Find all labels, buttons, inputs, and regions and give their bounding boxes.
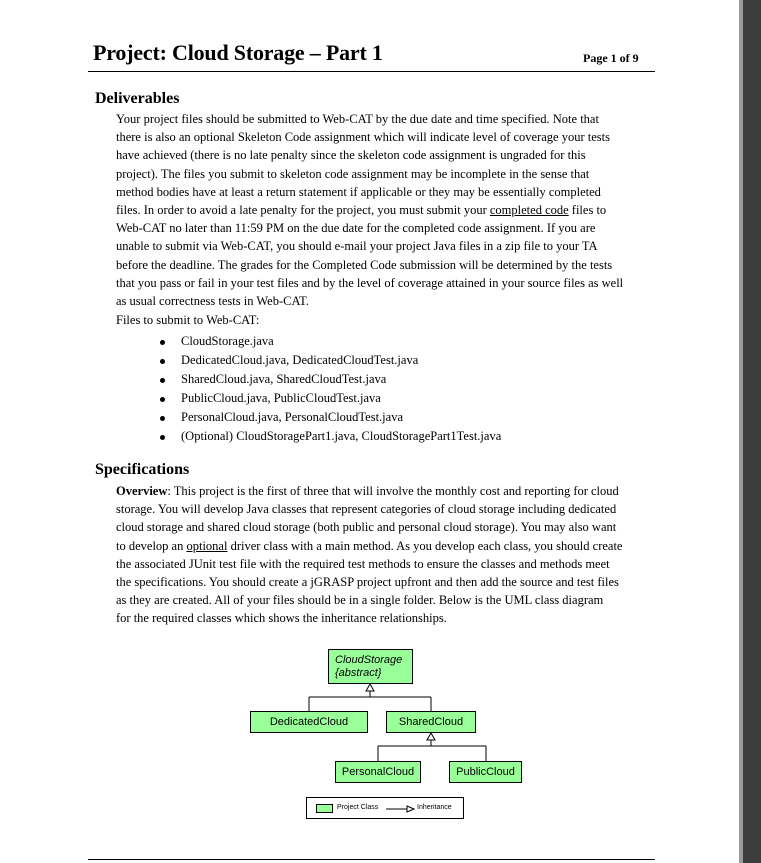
paragraph-line: have achieved (there is no late penalty since the skeleton code assignment is ungraded for this	[116, 148, 586, 163]
paragraph-line: before the deadline. The grades for the Completed Code submission will be determined by the tests	[116, 257, 613, 272]
paragraph-line	[116, 201, 656, 219]
legend-inheritance: Inheritance	[417, 804, 452, 811]
paragraph-line: unable to submit via Web-CAT, you should e-mail your project Java files in a zip file to your TA	[116, 239, 598, 254]
line-text: files to	[568, 203, 607, 218]
list-item: DedicatedCloud.java, DedicatedCloudTest.java	[160, 351, 501, 370]
class-stereotype: {abstract}	[335, 666, 382, 679]
list-item: (Optional) CloudStoragePart1.java, CloudStoragePart1Test.java	[160, 427, 501, 446]
class-name: SharedCloud	[398, 716, 464, 728]
list-item: PersonalCloud.java, PersonalCloudTest.java	[160, 408, 501, 427]
paragraph-line: project). The files you submit to skeleton code assignment may be incomplete in the sense that	[116, 166, 590, 181]
paragraph-line	[116, 482, 656, 500]
inheritance-arrowhead	[366, 684, 374, 691]
page-indicator: Page 1 of 9	[583, 51, 639, 65]
overview-label: Overview	[116, 484, 168, 498]
uml-class-cloudstorage	[328, 649, 413, 684]
specifications-paragraph	[116, 482, 656, 628]
paragraph-line: that you pass or fail in your test files and by the level of coverage attained in your source files as well	[116, 275, 624, 290]
uml-class-personalcloud	[335, 761, 421, 783]
line-text: files. In order to avoid a late penalty for the project, you must submit your	[116, 203, 490, 218]
uml-class-dedicatedcloud	[250, 711, 368, 733]
line-text: to develop an	[116, 538, 187, 553]
list-item: PublicCloud.java, PublicCloudTest.java	[160, 389, 501, 408]
paragraph-line: storage. You will develop Java classes that represent categories of cloud storage including dedicated	[116, 502, 617, 517]
viewer-scroll-gutter	[743, 0, 761, 863]
paragraph-line	[116, 537, 656, 555]
uml-class-publiccloud	[449, 761, 522, 783]
list-item: CloudStorage.java	[160, 332, 501, 351]
class-name: PersonalCloud	[341, 766, 415, 778]
file-list	[160, 332, 501, 446]
project-class-swatch	[316, 804, 333, 813]
class-name: DedicatedCloud	[269, 716, 349, 728]
deliverables-heading: Deliverables	[95, 90, 180, 107]
inheritance-arrowhead	[427, 733, 435, 740]
class-name: CloudStorage	[335, 653, 403, 666]
legend-project-class: Project Class	[337, 804, 379, 811]
line-text: driver class with a main method. As you develop each class, you should create	[227, 538, 623, 553]
paragraph-line: the specifications. You should create a jGRASP project upfront and then add the source and test files	[116, 575, 619, 590]
paragraph-line: method bodies have at least a return statement if applicable or they may be essentially completed	[116, 184, 601, 199]
class-name: PublicCloud	[456, 766, 515, 778]
inheritance-arrow-icon	[385, 802, 415, 816]
paragraph-line: Your project files should be submitted to Web-CAT by the due date and time specified. Note that	[116, 112, 599, 126]
paragraph-line: Web-CAT no later than 11:59 PM on the due date for the completed code assignment. If you are	[116, 221, 596, 236]
uml-class-sharedcloud	[386, 711, 476, 733]
title-divider	[88, 71, 655, 72]
specifications-heading: Specifications	[95, 461, 190, 478]
paragraph-line: as they are created. All of your files should be in a single folder. Below is the UML class diagram	[116, 593, 604, 608]
deliverables-paragraph	[116, 110, 656, 310]
footer-divider	[88, 859, 655, 860]
list-item: SharedCloud.java, SharedCloudTest.java	[160, 370, 501, 389]
paragraph-line: the associated JUnit test file with the required test methods to ensure the classes and methods meet	[116, 556, 610, 571]
paragraph-line: as usual correctness tests in Web-CAT.	[116, 294, 309, 309]
underlined-completed-code: completed code	[489, 203, 569, 218]
page-title: Project: Cloud Storage – Part 1	[93, 40, 383, 65]
underlined-optional: optional	[186, 538, 228, 553]
paragraph-line: there is also an optional Skeleton Code assignment which will indicate level of coverage your tests	[116, 130, 610, 145]
paragraph-line: for the required classes which shows the inheritance relationships.	[116, 611, 447, 626]
uml-legend	[306, 797, 464, 819]
files-intro: Files to submit to Web-CAT:	[116, 313, 260, 327]
paragraph-line: cloud storage and shared cloud storage (both public and personal cloud storage). You may also want	[116, 520, 617, 535]
line-text: : This project is the first of three that will involve the monthly cost and reporting for cloud	[167, 484, 619, 498]
